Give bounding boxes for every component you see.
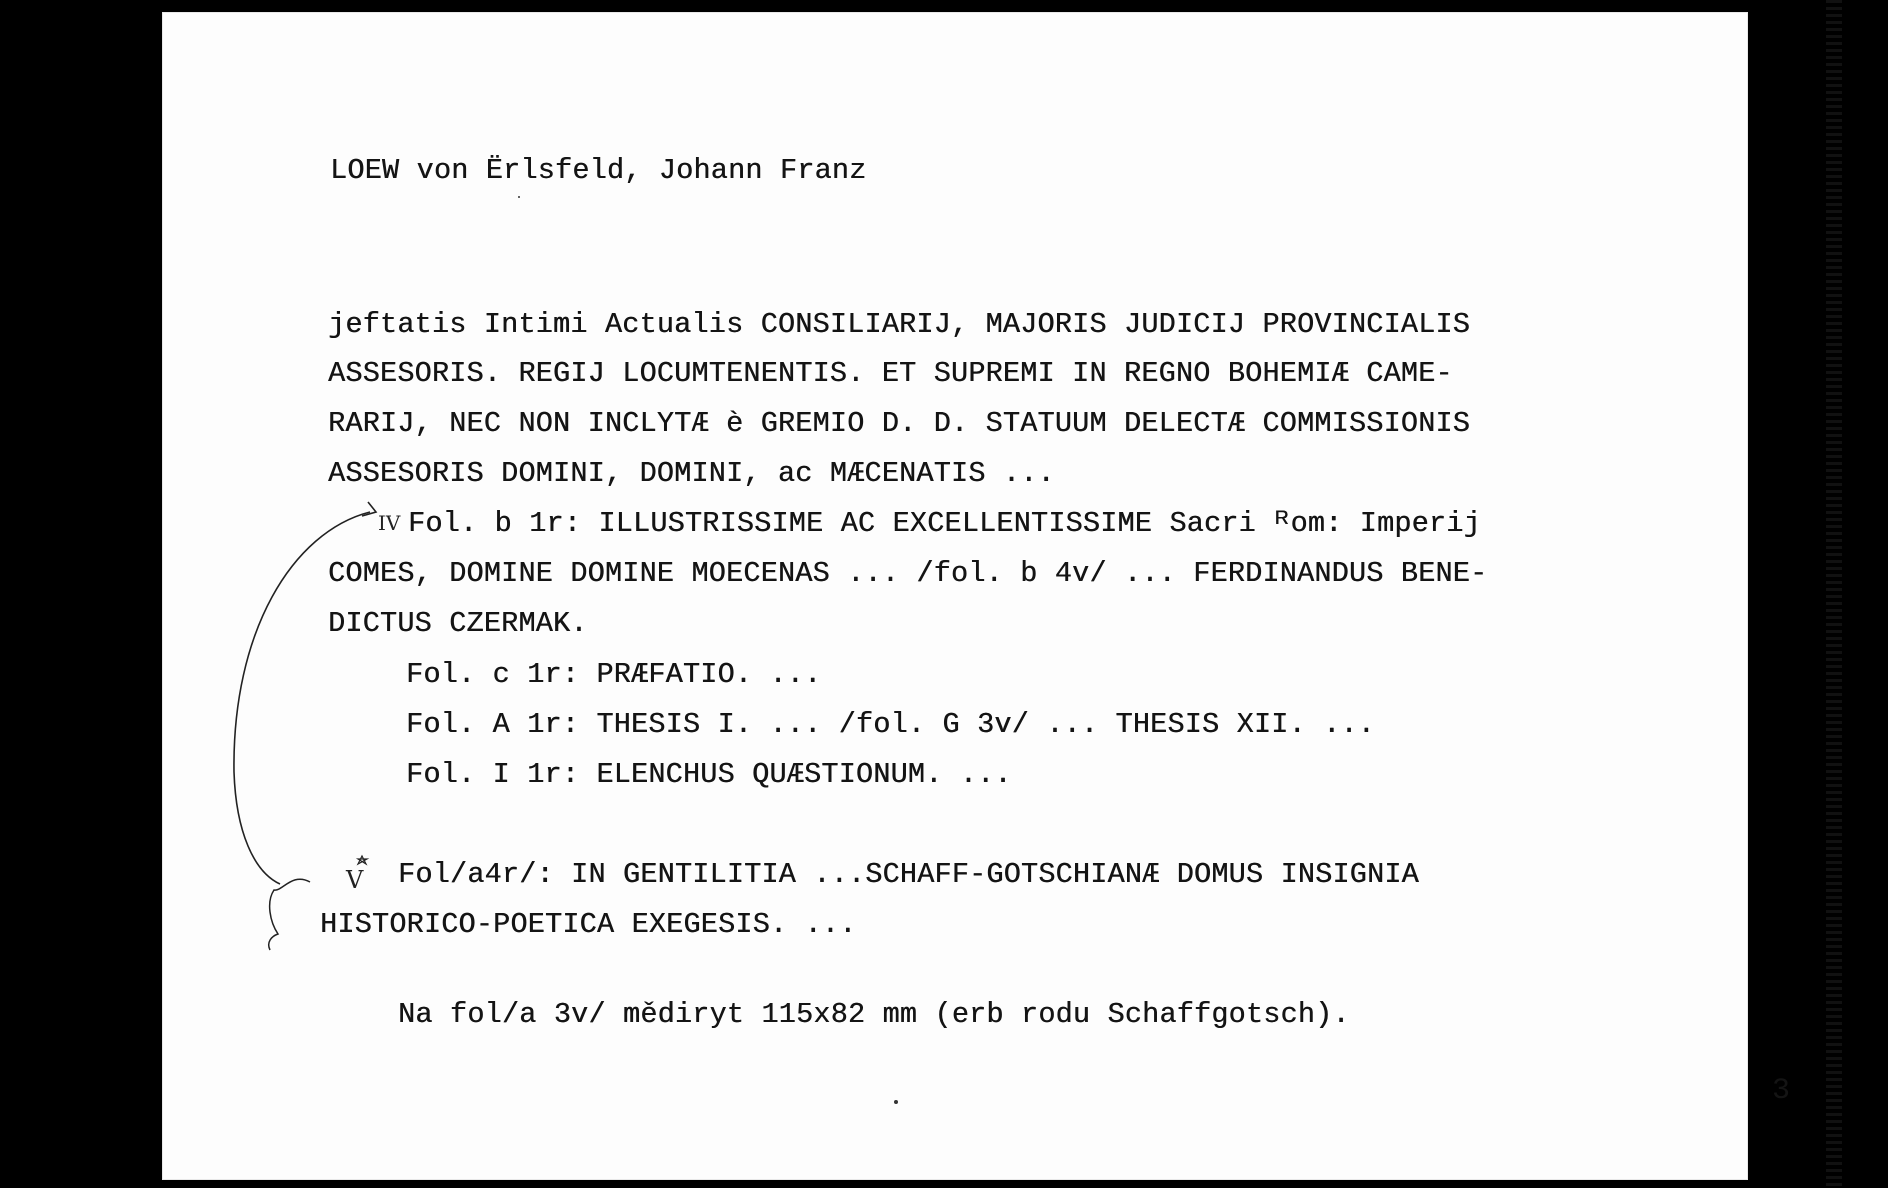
- page-number: 3: [1772, 1074, 1791, 1108]
- text-line: Na fol/a 3v/ mědiryt 115x82 mm (erb rodu Schaffgotsch).: [398, 998, 1350, 1031]
- text-line: Fol. A 1r: THESIS I. ... /fol. G 3v/ ... THESIS XII. ...: [406, 708, 1375, 741]
- roman-iv-mark: IV: [378, 511, 401, 535]
- text-line: COMES, DOMINE DOMINE MOECENAS ... /fol. b 4v/ ... FERDINANDUS BENE-: [328, 557, 1488, 590]
- text-line: Fol. b 1r: ILLUSTRISSIME AC EXCELLENTISSIME Sacri ᴿom: Imperij: [408, 507, 1481, 540]
- star-mark-icon: [358, 856, 367, 864]
- card-heading: LOEW von Ërlsfeld, Johann Franz: [330, 154, 867, 187]
- text-line: Fol. I 1r: ELENCHUS QUÆSTIONUM. ...: [406, 758, 1012, 791]
- text-line: DICTUS CZERMAK.: [328, 607, 588, 640]
- text-line: ASSESORIS. REGIJ LOCUMTENENTIS. ET SUPREMI IN REGNO BOHEMIÆ CAME-: [328, 357, 1453, 390]
- text-line: Fol. c 1r: PRÆFATIO. ...: [406, 658, 822, 691]
- ink-speck: [518, 196, 520, 198]
- text-line: RARIJ, NEC NON INCLYTÆ è GREMIO D. D. STATUUM DELECTÆ COMMISSIONIS: [328, 407, 1470, 440]
- text-line: HISTORICO-POETICA EXEGESIS. ...: [320, 908, 857, 941]
- text-line: jeftatis Intimi Actualis CONSILIARIJ, MAJORIS JUDICIJ PROVINCIALIS: [328, 308, 1470, 341]
- arrow-head-icon: [362, 502, 376, 516]
- film-edge: [1826, 0, 1842, 1188]
- roman-v-mark: V: [346, 866, 364, 894]
- text-line: Fol/a4r/: IN GENTILITIA ...SCHAFF-GOTSCHIANÆ DOMUS INSIGNIA: [398, 858, 1419, 891]
- ink-speck: [894, 1100, 898, 1104]
- bracket-icon: [269, 879, 310, 950]
- catalog-card: [162, 12, 1791, 1180]
- text-line: ASSESORIS DOMINI, DOMINI, ac MÆCENATIS ...: [328, 457, 1055, 490]
